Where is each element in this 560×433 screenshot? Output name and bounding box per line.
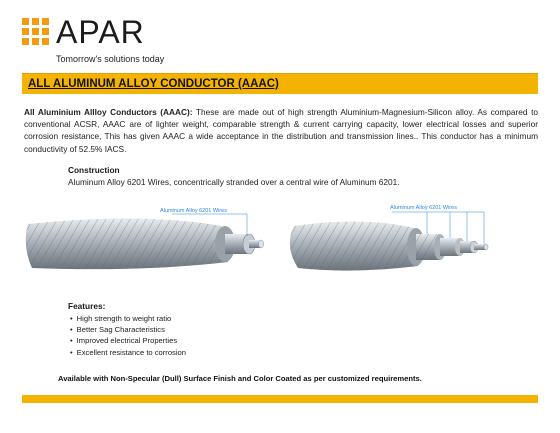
left-cable <box>26 208 264 269</box>
callout-left: Aluminum Alloy 6201 Wires <box>160 208 227 214</box>
bottom-bar <box>22 395 538 403</box>
feature-item: • High strength to weight ratio <box>70 313 186 324</box>
logo-mark-icon <box>22 18 50 46</box>
feature-item: • Improved electrical Properties <box>70 335 186 346</box>
feature-item: • Excellent resistance to corrosion <box>70 347 186 358</box>
callout-right: Aluminum Alloy 6201 Wires <box>390 205 457 211</box>
intro-lead: All Aluminium Allloy Conductors (AAAC): <box>24 107 193 117</box>
apar-logo <box>22 14 222 68</box>
brand-tagline: Tomorrow's solutions today <box>56 54 165 64</box>
availability-note: Available with Non-Specular (Dull) Surface Finish and Color Coated as per customized requirements. <box>58 374 422 383</box>
page-title: ALL ALUMINUM ALLOY CONDUCTOR (AAAC) <box>28 78 279 90</box>
intro-paragraph <box>24 106 538 155</box>
cable-illustrations <box>22 196 542 286</box>
intro-body: These are made out of high strength Aluminium-Magnesium-Silicon alloy. As compared to conventional ACSR, AAAC are of lighter weight, comparable strength & current carrying capacity, lower electrical losses and superior corrosion resistance, This has given AAAC a wide acceptance in the distribution and transmission lines.. This conductor has a minimum conductivity of 52.5% IACS. <box>24 107 538 154</box>
construction-heading: Construction <box>68 165 120 175</box>
brand-name: APAR <box>56 14 145 50</box>
title-bar <box>22 73 538 94</box>
feature-item: • Better Sag Characteristics <box>70 324 186 335</box>
features-heading: Features: <box>68 301 106 311</box>
right-cable <box>290 205 488 271</box>
features-list <box>70 313 186 358</box>
construction-text: Aluminum Alloy 6201 Wires, concentrically stranded over a central wire of Aluminum 6201. <box>68 177 400 187</box>
